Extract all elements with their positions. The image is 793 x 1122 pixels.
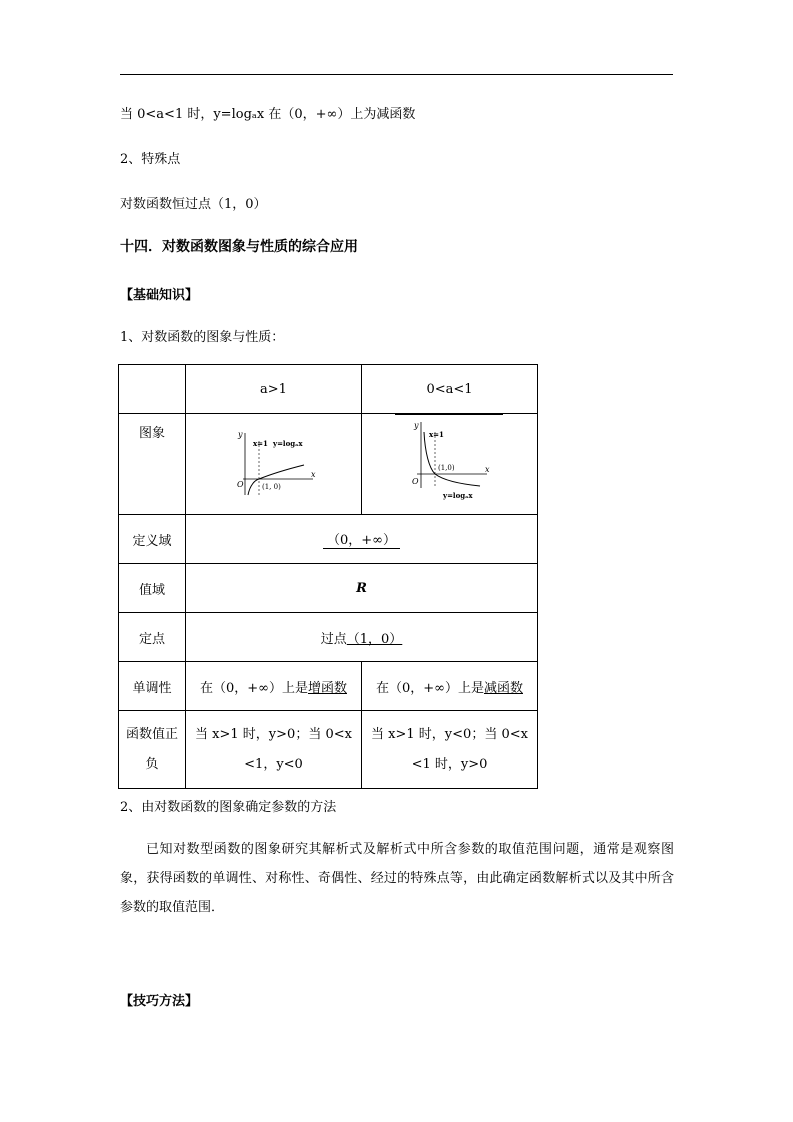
item2-paragraph: 已知对数型函数的图象研究其解析式及解析式中所含参数的取值范围问题，通常是观察图象，获得函数的单调性、对称性、奇偶性、经过的特殊点等，由此确定函数解析式以及其中所含参数的取值范围． xyxy=(120,842,674,915)
graph-b-point-label: (1,0) xyxy=(437,464,455,472)
tips-title: 【技巧方法】 xyxy=(120,994,199,1009)
fixed-point-prefix: 过点 xyxy=(320,631,347,647)
domain-value-cell xyxy=(186,515,538,564)
mono-a-cell xyxy=(186,662,362,711)
graph-b-curve-label: y=logₐx xyxy=(442,491,473,500)
graph-a-asym-label: x=1 xyxy=(252,439,268,448)
graph-b-cell xyxy=(362,414,538,515)
graph-a-svg xyxy=(229,427,319,497)
properties-table xyxy=(118,364,538,789)
range-label: 值域 xyxy=(119,564,186,613)
sign-b-line1: 当 x>1 时，y<0；当 0<x xyxy=(371,726,528,742)
graph-a-y-label: y xyxy=(237,430,243,439)
range-row xyxy=(119,564,538,613)
graph-a-x-label: x xyxy=(310,470,316,479)
mono-a-prefix: 在（0，+∞）上是 xyxy=(199,680,308,696)
fixed-point-row xyxy=(119,613,538,662)
header-rule xyxy=(120,74,673,75)
col-a-header: a>1 xyxy=(186,365,362,414)
sign-b-line2: <1 时，y>0 xyxy=(411,756,488,772)
decreasing-statement: 当 0<a<1 时，y=logₐx 在（0，+∞）上为减函数 xyxy=(120,107,416,122)
item2-title: 2、由对数函数的图象确定参数的方法 xyxy=(120,800,337,815)
sign-label-line1: 函数值正 xyxy=(125,726,178,742)
range-value: R xyxy=(356,580,367,596)
domain-row xyxy=(119,515,538,564)
graph-a-point-label: (1, 0) xyxy=(261,483,281,491)
graph-b-asym-label: x=1 xyxy=(428,430,444,439)
graph-b-origin: O xyxy=(411,477,419,486)
monotonic-label: 单调性 xyxy=(119,662,186,711)
graph-label: 图象 xyxy=(119,414,186,515)
sign-label-wrap xyxy=(119,716,185,784)
sign-label-cell xyxy=(119,711,186,789)
col-b-header: 0<a<1 xyxy=(362,365,538,414)
monotonic-row xyxy=(119,662,538,711)
sign-a-wrap xyxy=(186,716,361,784)
sign-row xyxy=(119,711,538,789)
graph-b-svg xyxy=(405,418,495,502)
sign-label-line2: 负 xyxy=(145,756,159,772)
graph-b-curve xyxy=(424,432,480,486)
mono-b-cell xyxy=(362,662,538,711)
special-point-text: 对数函数恒过点（1，0） xyxy=(120,197,267,212)
mono-b-value: 减函数 xyxy=(483,680,523,696)
graph-b-x-label: x xyxy=(484,465,490,474)
fixed-point-value: （1，0） xyxy=(346,631,403,647)
sign-a-cell xyxy=(186,711,362,789)
basic-knowledge-label: 【基础知识】 xyxy=(120,288,199,303)
graph-b-top-rule xyxy=(395,414,503,415)
domain-value: （0，+∞） xyxy=(323,529,400,549)
sign-b-cell xyxy=(362,711,538,789)
fixed-point-label: 定点 xyxy=(119,613,186,662)
fixed-point-cell xyxy=(186,613,538,662)
corner-cell xyxy=(119,365,186,414)
sign-b-wrap xyxy=(362,716,537,784)
graph-a-cell xyxy=(186,414,362,515)
domain-label: 定义域 xyxy=(119,515,186,564)
item1-title: 1、对数函数的图象与性质： xyxy=(120,330,285,345)
sign-a-line1: 当 x>1 时，y>0；当 0<x xyxy=(195,726,352,742)
graph-a-curve-label: y=logₐx xyxy=(272,439,303,448)
table-header-row xyxy=(119,365,538,414)
range-value-cell xyxy=(186,564,538,613)
section-heading: 十四．对数函数图象与性质的综合应用 xyxy=(120,239,358,255)
graph-a-origin: O xyxy=(236,480,244,489)
graph-b-y-label: y xyxy=(413,421,419,430)
graph-row xyxy=(119,414,538,515)
special-point-title: 2、特殊点 xyxy=(120,152,181,167)
sign-a-line2: <1，y<0 xyxy=(244,756,303,772)
mono-a-value: 增函数 xyxy=(307,680,347,696)
mono-b-prefix: 在（0，+∞）上是 xyxy=(375,680,484,696)
